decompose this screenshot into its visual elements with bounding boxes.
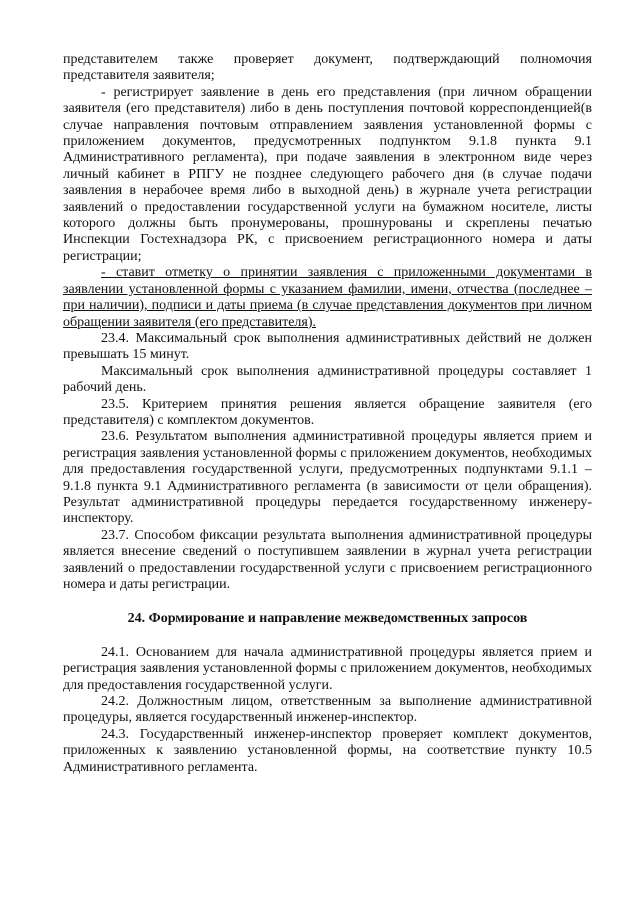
section-heading: 24. Формирование и направление межведомственных запросов — [127, 611, 528, 627]
paragraph-24-2: 24.2. Должностным лицом, ответственным за выполнение административной процедуры, является государственный инженер-инспектор. — [63, 694, 592, 726]
paragraph-24-3: 24.3. Государственный инженер-инспектор проверяет комплект документов, приложенных к заявлению установленной формы, на соответствие пункту 10.5 Административного регламента. — [63, 726, 592, 775]
paragraph-representative-check: представителем также проверяет документ, подтверждающий полномочия представителя заявителя; — [63, 52, 592, 84]
paragraph-acceptance-mark: - ставит отметку о принятии заявления с приложенными документами в заявлении установленной формы с указанием фамилии, имени, отчества (последнее – при наличии), подписи и даты приема (в случае представления документов при личном обращении заявителя (его представителя). — [63, 265, 592, 330]
paragraph-max-term: Максимальный срок выполнения административной процедуры составляет 1 рабочий день. — [63, 363, 592, 396]
paragraph-24-1: 24.1. Основанием для начала административной процедуры является прием и регистрация заявления установленной формы с приложением документов, необходимых для предоставления государственной услуги. — [63, 644, 592, 693]
paragraph-23-7: 23.7. Способом фиксации результата выполнения административной процедуры является внесение сведений о поступившем заявлении в журнал учета регистрации заявлений о предоставлении государственной услуги с присвоением регистрационного номера и даты регистрации. — [63, 527, 592, 592]
paragraph-23-4: 23.4. Максимальный срок выполнения административных действий не должен превышать 15 минут. — [63, 330, 592, 363]
paragraph-23-6: 23.6. Результатом выполнения административной процедуры является прием и регистрация заявления установленной формы с приложением документов, необходимых для предоставления государственной услуги, предусмотренных подпунктами 9.1.1 – 9.1.8 пункта 9.1 Административного регламента (в зависимости от цели обращения). Результат административной процедуры передается государственному инженеру-инспектору. — [63, 429, 592, 527]
paragraph-23-5: 23.5. Критерием принятия решения является обращение заявителя (его представителя) с комплектом документов. — [63, 396, 592, 428]
paragraph-registration: - регистрирует заявление в день его представления (при личном обращении заявителя (его представителя) либо в день поступления почтовой корреспонденцией(в случае направления почтовым отправлением заявления установленной формы с приложением документов, предусмотренных подпунктом 9.1.8 пункта 9.1 Административного регламента), при подаче заявления в электронном виде через личный кабинет в РПГУ не позднее следующего рабочего дня (в случае подачи заявления в нерабочее время либо в выходной день) в журнале учета регистрации заявлений о предоставлении государственной услуги на бумажном носителе, листы которого должны быть пронумерованы, прошнурованы и скреплены печатью Инспекции Гостехнадзора РК, с присвоением регистрационного номера и даты регистрации; — [63, 84, 592, 264]
